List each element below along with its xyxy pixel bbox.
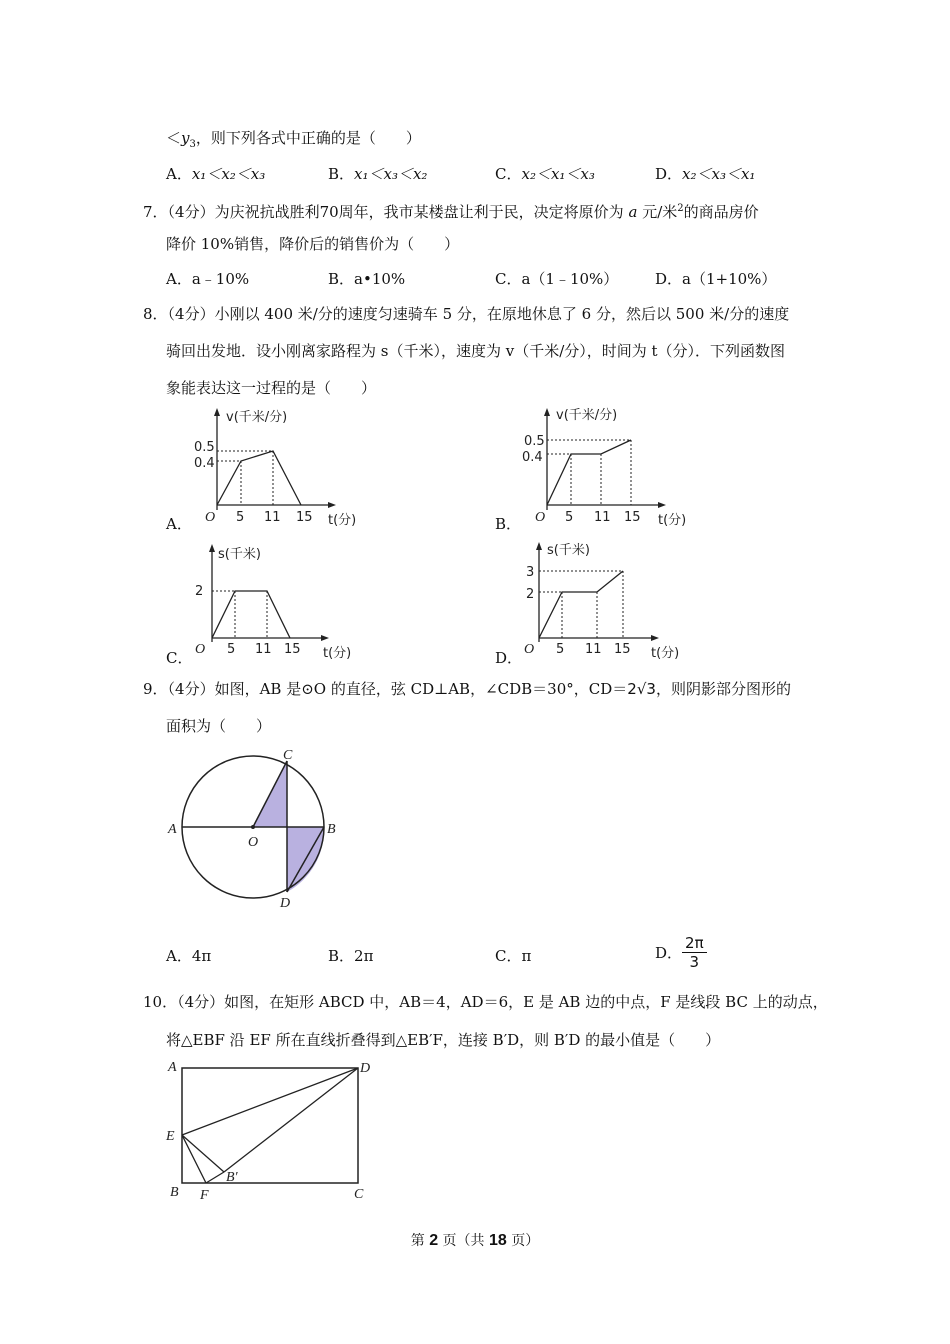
point-label: B: [170, 1185, 179, 1200]
x-tick-label: 5: [565, 510, 574, 525]
q9-stem-line2: 面积为（ ）: [166, 717, 272, 735]
point-label: F: [200, 1188, 209, 1203]
x-axis-label: t(分): [323, 646, 352, 661]
point-label: C: [283, 748, 293, 763]
y-tick-label: 0.5: [194, 440, 215, 455]
q6-option-d: D．x₂＜x₃＜x₁: [655, 165, 756, 183]
q9-option-b: B．2π: [328, 947, 374, 965]
y-axis-arrow: [209, 544, 215, 552]
q7-stem-line2: 降价 10%销售，降价后的销售价为（ ）: [166, 235, 460, 253]
y-tick-label: 3: [526, 565, 535, 580]
center-point: [251, 825, 255, 829]
y-tick-label: 2: [195, 584, 204, 599]
q8-stem-line2: 骑回出发地．设小刚离家路程为 s（千米），速度为 v（千米/分），时间为 t（分）．下列函数图: [166, 342, 786, 360]
q6-option-a: A．x₁＜x₂＜x₃: [166, 165, 266, 183]
segment-b-prime-d: [224, 1068, 358, 1172]
point-label: C: [354, 1187, 364, 1202]
q7-option-b: B．a•10%: [328, 270, 406, 288]
q6-continuation: $<y_3$，则下列各式中正确的是（ ）: [166, 129, 421, 150]
q9-stem-line1: 9．（4分）如图，AB 是⊙O 的直径，弦 CD⊥AB，∠CDB＝30°，CD＝2√3，则阴影部分图形的: [143, 680, 791, 698]
y-tick-label: 0.5: [524, 434, 545, 449]
x-axis-label: t(分): [651, 646, 680, 661]
q7-option-a: A．a﹣10%: [166, 270, 250, 288]
graph-line: [539, 571, 623, 638]
q8-option-a-label: A．: [166, 515, 192, 533]
graph-line: [217, 451, 301, 505]
q9-option-a: A．4π: [166, 947, 212, 965]
q10-stem-line2: 将△EBF 沿 EF 所在直线折叠得到△EB′F，连接 B′D，则 B′D 的最小值是（ ）: [166, 1031, 721, 1049]
point-label: B: [327, 822, 336, 837]
x-tick-label: 15: [284, 642, 301, 657]
q8-graph-a: [190, 405, 380, 534]
q9-circle-figure: [160, 740, 360, 919]
y-tick-label: 0.4: [194, 456, 215, 471]
x-tick-label: 5: [556, 642, 565, 657]
y-tick-label: 0.4: [522, 450, 543, 465]
fraction: $\frac{2\pi}{3}$: [682, 934, 707, 971]
total-pages: 18: [489, 1232, 507, 1249]
q8-option-b-label: B．: [495, 515, 522, 533]
q6-option-b: B．x₁＜x₃＜x₂: [328, 165, 428, 183]
x-axis-label: t(分): [328, 513, 357, 528]
y-tick-label: 2: [526, 587, 535, 602]
page-footer: 第 2 页（共 18 页）: [410, 1232, 540, 1249]
q8-stem-line3: 象能表达这一过程的是（ ）: [166, 379, 377, 397]
q9-option-c: C．π: [495, 947, 532, 965]
q7-option-c: C．a（1﹣10%）: [495, 270, 619, 288]
x-tick-label: 5: [227, 642, 236, 657]
point-label: B′: [226, 1170, 238, 1185]
segment-ef: [182, 1135, 206, 1183]
segment-eb-prime: [182, 1135, 224, 1172]
point-label: D: [280, 896, 291, 911]
x-axis-label: t(分): [658, 513, 687, 528]
x-tick-label: 15: [624, 510, 641, 525]
y-axis-label: v(千米/分): [226, 410, 288, 425]
origin-label: O: [524, 642, 535, 657]
origin-label: O: [535, 510, 546, 525]
segment-ed: [182, 1068, 358, 1135]
origin-label: O: [195, 642, 206, 657]
x-axis-arrow: [321, 635, 329, 641]
q8-graph-c: [185, 540, 375, 669]
graph-line: [212, 591, 290, 638]
x-axis-arrow: [328, 502, 336, 508]
x-tick-label: 11: [255, 642, 272, 657]
q8-graph-b: [520, 405, 710, 534]
segment-f-b-prime: [206, 1172, 224, 1183]
x-tick-label: 11: [264, 510, 281, 525]
point-label: O: [248, 835, 259, 850]
x-tick-label: 11: [594, 510, 611, 525]
point-label: A: [168, 1060, 177, 1075]
q8-option-d-label: D．: [495, 649, 523, 667]
point-label: A: [168, 822, 177, 837]
q10-stem-line1: 10．（4分）如图，在矩形 ABCD 中，AB＝4，AD＝6，E 是 AB 边的中点，F 是线段 BC 上的动点，: [143, 993, 828, 1011]
q8-stem-line1: 8．（4分）小刚以 400 米/分的速度匀速骑车 5 分，在原地休息了 6 分，然后以 500 米/分的速度: [143, 305, 790, 323]
x-tick-label: 11: [585, 642, 602, 657]
q8-option-c-label: C．: [166, 649, 193, 667]
x-axis-arrow: [651, 635, 659, 641]
q10-rectangle-figure: [160, 1055, 390, 1209]
y-axis-arrow: [214, 408, 220, 416]
q7-option-d: D．a（1+10%）: [655, 270, 777, 288]
y-axis-arrow: [544, 408, 550, 416]
y-axis-label: s(千米): [218, 547, 261, 562]
q9-option-d: D． $\frac{2\pi}{3}$: [655, 934, 707, 971]
origin-label: O: [205, 510, 216, 525]
x-tick-label: 5: [236, 510, 245, 525]
point-label: E: [166, 1129, 175, 1144]
x-tick-label: 15: [614, 642, 631, 657]
point-label: D: [360, 1061, 371, 1076]
y-axis-label: s(千米): [547, 543, 590, 558]
q8-graph-d: [515, 538, 705, 667]
q7-stem-line1: 7．（4分）为庆祝抗战胜利70周年，我市某楼盘让利于民，决定将原价为 a 元/米$^2$的商品房价: [143, 203, 759, 221]
y-axis-arrow: [536, 542, 542, 550]
graph-line: [547, 440, 631, 505]
y-axis-label: v(千米/分): [556, 408, 618, 423]
x-tick-label: 15: [296, 510, 313, 525]
q6-option-c: C．x₂＜x₁＜x₃: [495, 165, 595, 183]
current-page: 2: [429, 1232, 439, 1249]
x-axis-arrow: [658, 502, 666, 508]
